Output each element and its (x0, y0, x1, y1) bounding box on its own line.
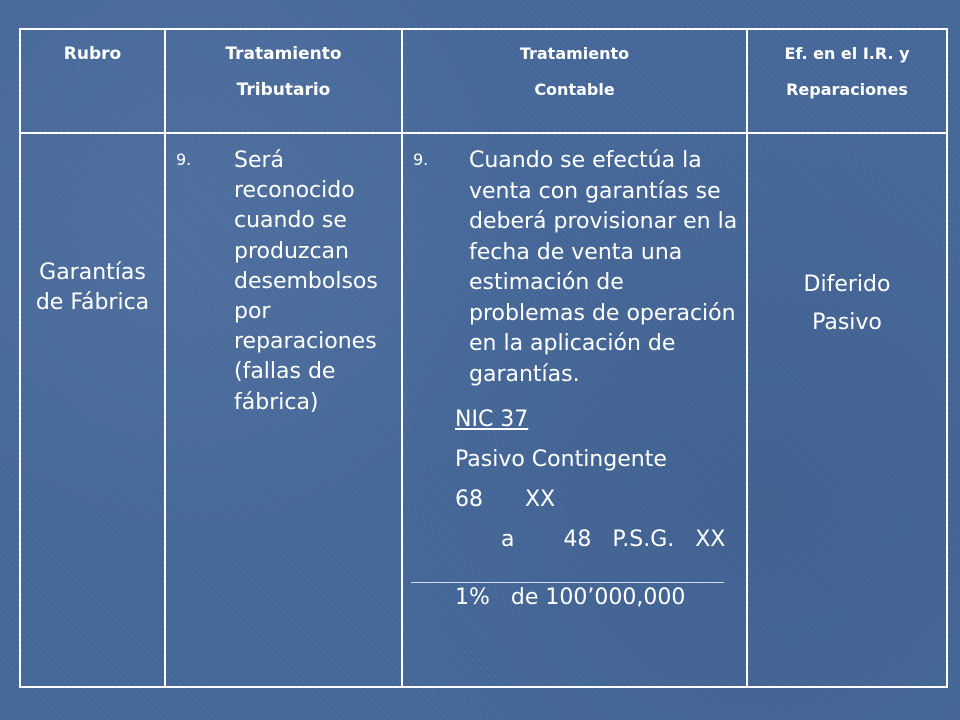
journal-credit-line: a 48 P.S.G. XX (501, 527, 726, 552)
nic-reference: NIC 37 (455, 407, 529, 432)
header-tratamiento-contable (402, 29, 747, 133)
header-ef-line1: Ef. en el I.R. y (784, 44, 910, 63)
rubro-line1: Garantías (39, 260, 146, 285)
header-efecto-ir (747, 29, 947, 133)
header-tributario-line1: Tratamiento (225, 44, 342, 64)
journal-debit-line: 68 XX (455, 487, 556, 512)
rubro-cell (20, 133, 165, 687)
tributario-item-number: 9. (176, 150, 192, 169)
pasivo-contingente-label: Pasivo Contingente (455, 447, 667, 472)
efecto-cell (747, 133, 947, 687)
contable-item-number: 9. (413, 150, 429, 169)
header-row (20, 29, 947, 133)
efecto-line1: Diferido (803, 272, 891, 297)
treatment-table (19, 28, 948, 688)
header-contable-line2: Contable (534, 80, 615, 99)
header-tributario-line2: Tributario (236, 80, 331, 100)
tributario-text: Será reconocido cuando se produzcan desembolsos por reparaciones (fallas de fábrica) (234, 148, 378, 415)
rubro-line2: de Fábrica (35, 290, 150, 315)
header-ef-line2: Reparaciones (786, 80, 908, 99)
efecto-line2: Pasivo (812, 310, 882, 335)
header-rubro-label: Rubro (63, 44, 122, 64)
contable-cell (402, 133, 747, 687)
data-row (20, 133, 947, 687)
tributario-cell (165, 133, 402, 687)
header-rubro (20, 29, 165, 133)
contable-entry-block (455, 400, 740, 560)
percent-line: 1% de 100’000,000 (455, 585, 686, 610)
header-contable-line1: Tratamiento (519, 44, 630, 63)
contable-text: Cuando se efectúa la venta con garantías se deberá provisionar en la fecha de venta una estimación de problemas de operación en la aplicación de garantías. (469, 148, 738, 387)
header-tratamiento-tributario (165, 29, 402, 133)
